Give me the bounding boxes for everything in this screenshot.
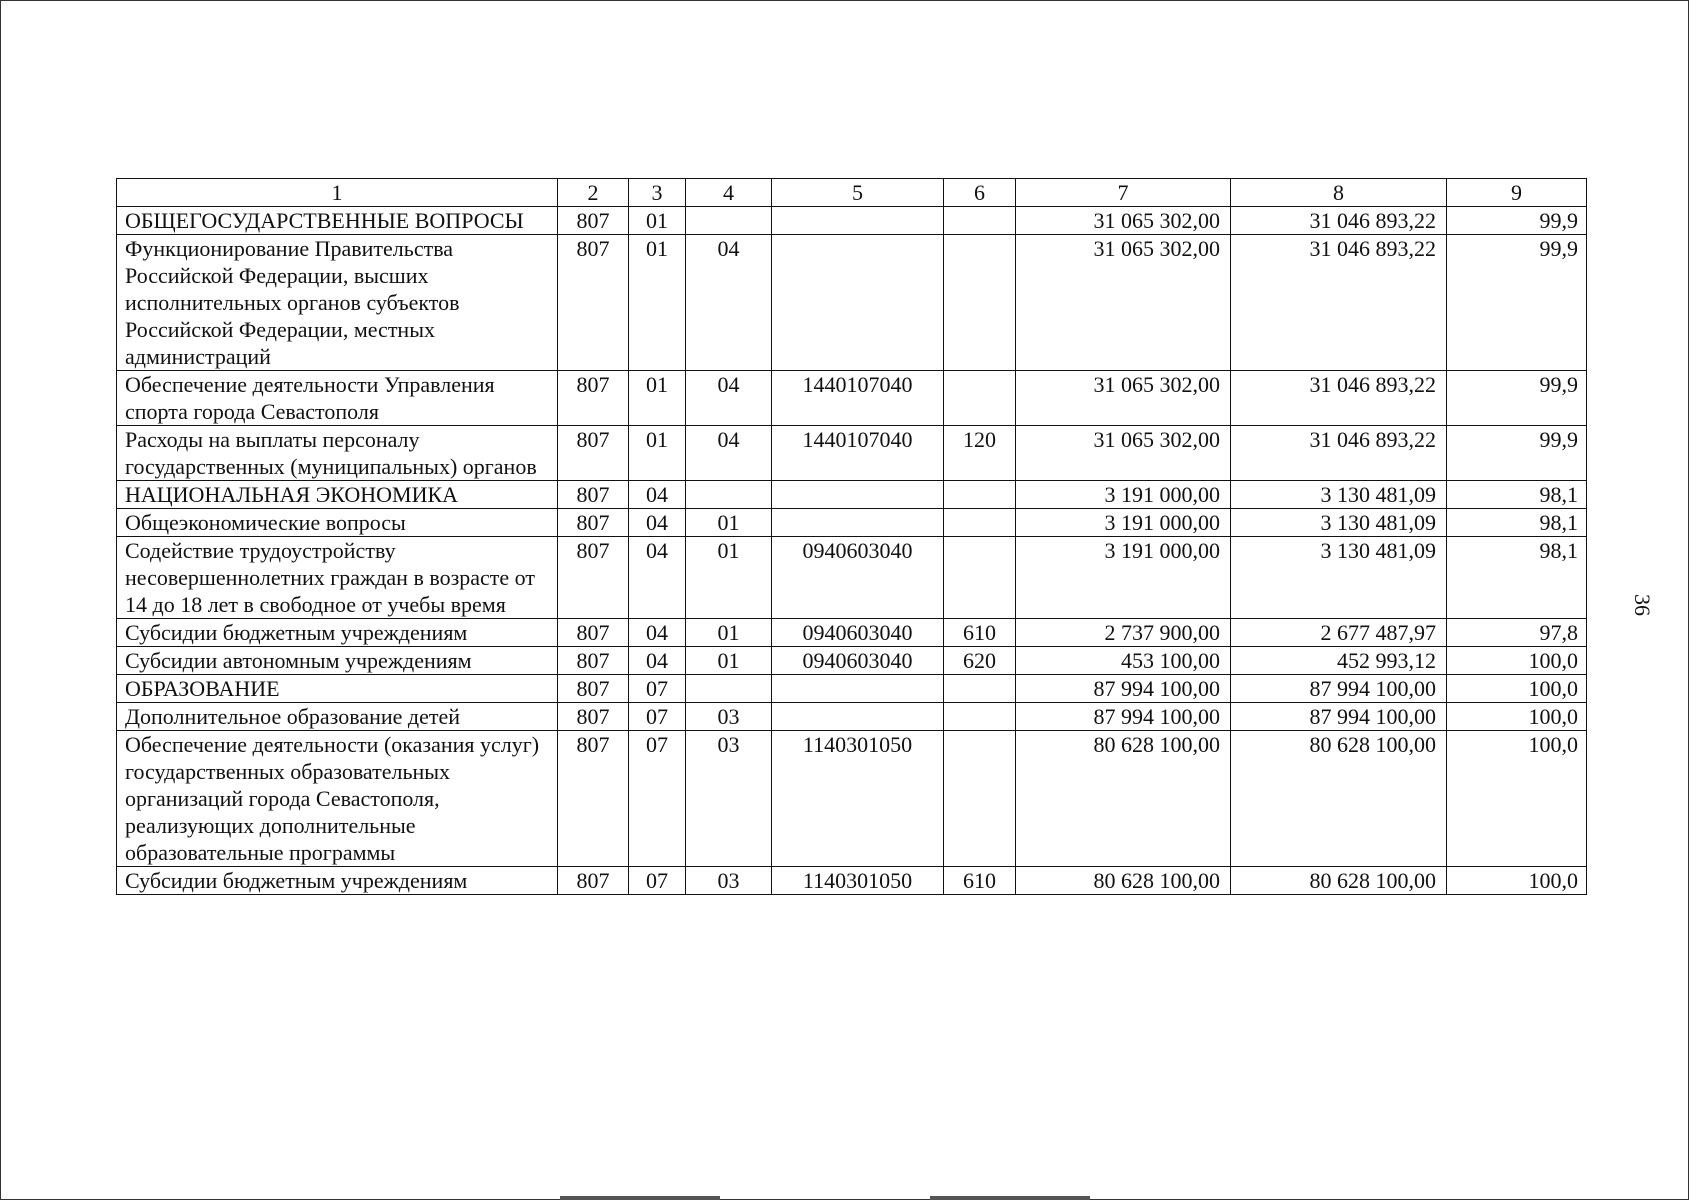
- cell-col-5: 0940603040: [772, 619, 944, 647]
- table-row: [117, 207, 1587, 235]
- cell-col-6: 610: [944, 867, 1016, 895]
- cell-col-7: 31 065 302,00: [1016, 235, 1231, 371]
- cell-col-5: 1140301050: [772, 731, 944, 867]
- header-cell-5: 5: [772, 179, 944, 207]
- cell-name: Обеспечение деятельности (оказания услуг) государственных образовательных организаций города Севастополя, реализующих дополнительные образовательные программы: [117, 731, 558, 867]
- cell-col-5: [772, 207, 944, 235]
- cell-col-9: 100,0: [1447, 647, 1587, 675]
- cell-col-9: 100,0: [1447, 703, 1587, 731]
- cell-col-5: [772, 703, 944, 731]
- cell-col-9: 100,0: [1447, 867, 1587, 895]
- cell-col-6: [944, 509, 1016, 537]
- cell-col-2: 807: [558, 867, 629, 895]
- cell-col-7: 31 065 302,00: [1016, 371, 1231, 426]
- table-row: [117, 703, 1587, 731]
- cell-name: Субсидии автономным учреждениям: [117, 647, 558, 675]
- cell-col-2: 807: [558, 647, 629, 675]
- scan-edge-mark: [930, 1196, 1090, 1200]
- cell-col-4: [686, 481, 772, 509]
- cell-name: Обеспечение деятельности Управления спорта города Севастополя: [117, 371, 558, 426]
- cell-col-8: 3 130 481,09: [1231, 537, 1447, 619]
- cell-col-2: 807: [558, 207, 629, 235]
- cell-col-4: 04: [686, 371, 772, 426]
- cell-col-4: 01: [686, 537, 772, 619]
- table-row: [117, 731, 1587, 867]
- cell-col-2: 807: [558, 371, 629, 426]
- cell-col-9: 98,1: [1447, 481, 1587, 509]
- cell-col-8: 2 677 487,97: [1231, 619, 1447, 647]
- cell-col-5: [772, 481, 944, 509]
- cell-col-7: 453 100,00: [1016, 647, 1231, 675]
- cell-col-9: 97,8: [1447, 619, 1587, 647]
- cell-col-6: 620: [944, 647, 1016, 675]
- cell-name: НАЦИОНАЛЬНАЯ ЭКОНОМИКА: [117, 481, 558, 509]
- table-row: [117, 371, 1587, 426]
- table-row: [117, 481, 1587, 509]
- cell-col-2: 807: [558, 675, 629, 703]
- cell-col-8: 3 130 481,09: [1231, 481, 1447, 509]
- cell-name: Дополнительное образование детей: [117, 703, 558, 731]
- table-header-row: [117, 179, 1587, 207]
- cell-col-3: 07: [629, 731, 686, 867]
- cell-col-3: 04: [629, 481, 686, 509]
- cell-col-7: 3 191 000,00: [1016, 509, 1231, 537]
- cell-col-9: 99,9: [1447, 426, 1587, 481]
- scan-edge-mark: [560, 1196, 720, 1200]
- cell-name: Субсидии бюджетным учреждениям: [117, 867, 558, 895]
- cell-col-4: 03: [686, 703, 772, 731]
- cell-col-5: 1140301050: [772, 867, 944, 895]
- cell-col-4: [686, 207, 772, 235]
- cell-col-2: 807: [558, 703, 629, 731]
- header-cell-4: 4: [686, 179, 772, 207]
- cell-col-7: 87 994 100,00: [1016, 703, 1231, 731]
- cell-col-4: 03: [686, 731, 772, 867]
- cell-col-3: 01: [629, 235, 686, 371]
- cell-col-4: 03: [686, 867, 772, 895]
- table-row: [117, 619, 1587, 647]
- cell-col-2: 807: [558, 731, 629, 867]
- cell-col-3: 04: [629, 509, 686, 537]
- cell-col-3: 07: [629, 867, 686, 895]
- cell-col-6: 120: [944, 426, 1016, 481]
- cell-col-2: 807: [558, 619, 629, 647]
- cell-col-9: 99,9: [1447, 235, 1587, 371]
- cell-col-9: 99,9: [1447, 371, 1587, 426]
- cell-col-7: 31 065 302,00: [1016, 426, 1231, 481]
- header-cell-1: 1: [117, 179, 558, 207]
- cell-col-6: [944, 207, 1016, 235]
- cell-col-4: 01: [686, 619, 772, 647]
- cell-col-8: 80 628 100,00: [1231, 867, 1447, 895]
- cell-col-7: 80 628 100,00: [1016, 731, 1231, 867]
- cell-col-6: [944, 675, 1016, 703]
- table-row: [117, 867, 1587, 895]
- cell-col-3: 01: [629, 207, 686, 235]
- header-cell-8: 8: [1231, 179, 1447, 207]
- cell-col-3: 01: [629, 371, 686, 426]
- cell-name: Субсидии бюджетным учреждениям: [117, 619, 558, 647]
- cell-col-8: 3 130 481,09: [1231, 509, 1447, 537]
- cell-col-6: [944, 235, 1016, 371]
- table-row: [117, 537, 1587, 619]
- cell-col-8: 452 993,12: [1231, 647, 1447, 675]
- cell-col-6: [944, 481, 1016, 509]
- header-cell-9: 9: [1447, 179, 1587, 207]
- cell-col-3: 04: [629, 619, 686, 647]
- cell-col-6: [944, 731, 1016, 867]
- page-number: 36: [1630, 594, 1655, 616]
- cell-col-9: 99,9: [1447, 207, 1587, 235]
- cell-col-5: [772, 675, 944, 703]
- cell-col-6: [944, 537, 1016, 619]
- cell-col-2: 807: [558, 426, 629, 481]
- cell-col-2: 807: [558, 235, 629, 371]
- table-row: [117, 235, 1587, 371]
- cell-col-7: 3 191 000,00: [1016, 537, 1231, 619]
- cell-col-3: 01: [629, 426, 686, 481]
- cell-col-3: 07: [629, 675, 686, 703]
- cell-col-4: 04: [686, 235, 772, 371]
- cell-col-5: 0940603040: [772, 647, 944, 675]
- cell-name: Общеэкономические вопросы: [117, 509, 558, 537]
- budget-table: [116, 178, 1587, 895]
- cell-col-9: 98,1: [1447, 537, 1587, 619]
- cell-col-4: 01: [686, 509, 772, 537]
- cell-col-4: 01: [686, 647, 772, 675]
- table-row: [117, 509, 1587, 537]
- cell-col-8: 87 994 100,00: [1231, 703, 1447, 731]
- cell-name: ОБРАЗОВАНИЕ: [117, 675, 558, 703]
- cell-col-4: 04: [686, 426, 772, 481]
- cell-col-3: 04: [629, 647, 686, 675]
- cell-col-7: 3 191 000,00: [1016, 481, 1231, 509]
- header-cell-2: 2: [558, 179, 629, 207]
- cell-col-5: 0940603040: [772, 537, 944, 619]
- cell-col-7: 87 994 100,00: [1016, 675, 1231, 703]
- cell-col-4: [686, 675, 772, 703]
- cell-col-5: 1440107040: [772, 426, 944, 481]
- cell-col-5: [772, 509, 944, 537]
- table-row: [117, 647, 1587, 675]
- table-row: [117, 675, 1587, 703]
- cell-col-6: [944, 371, 1016, 426]
- header-cell-6: 6: [944, 179, 1016, 207]
- cell-col-9: 100,0: [1447, 731, 1587, 867]
- cell-col-8: 87 994 100,00: [1231, 675, 1447, 703]
- cell-col-9: 100,0: [1447, 675, 1587, 703]
- cell-name: Расходы на выплаты персоналу государственных (муниципальных) органов: [117, 426, 558, 481]
- cell-col-6: 610: [944, 619, 1016, 647]
- cell-col-7: 80 628 100,00: [1016, 867, 1231, 895]
- cell-col-5: [772, 235, 944, 371]
- cell-col-2: 807: [558, 481, 629, 509]
- cell-col-3: 07: [629, 703, 686, 731]
- cell-col-9: 98,1: [1447, 509, 1587, 537]
- cell-name: Функционирование Правительства Российской Федерации, высших исполнительных органов субъектов Российской Федерации, местных администраций: [117, 235, 558, 371]
- table-row: [117, 426, 1587, 481]
- header-cell-3: 3: [629, 179, 686, 207]
- cell-col-8: 31 046 893,22: [1231, 371, 1447, 426]
- cell-col-2: 807: [558, 537, 629, 619]
- cell-col-8: 31 046 893,22: [1231, 426, 1447, 481]
- cell-col-8: 31 046 893,22: [1231, 207, 1447, 235]
- cell-col-3: 04: [629, 537, 686, 619]
- cell-col-8: 80 628 100,00: [1231, 731, 1447, 867]
- cell-name: Содействие трудоустройству несовершеннолетних граждан в возрасте от 14 до 18 лет в свободное от учебы время: [117, 537, 558, 619]
- header-cell-7: 7: [1016, 179, 1231, 207]
- cell-name: ОБЩЕГОСУДАРСТВЕННЫЕ ВОПРОСЫ: [117, 207, 558, 235]
- cell-col-6: [944, 703, 1016, 731]
- cell-col-7: 2 737 900,00: [1016, 619, 1231, 647]
- cell-col-7: 31 065 302,00: [1016, 207, 1231, 235]
- cell-col-5: 1440107040: [772, 371, 944, 426]
- cell-col-2: 807: [558, 509, 629, 537]
- cell-col-8: 31 046 893,22: [1231, 235, 1447, 371]
